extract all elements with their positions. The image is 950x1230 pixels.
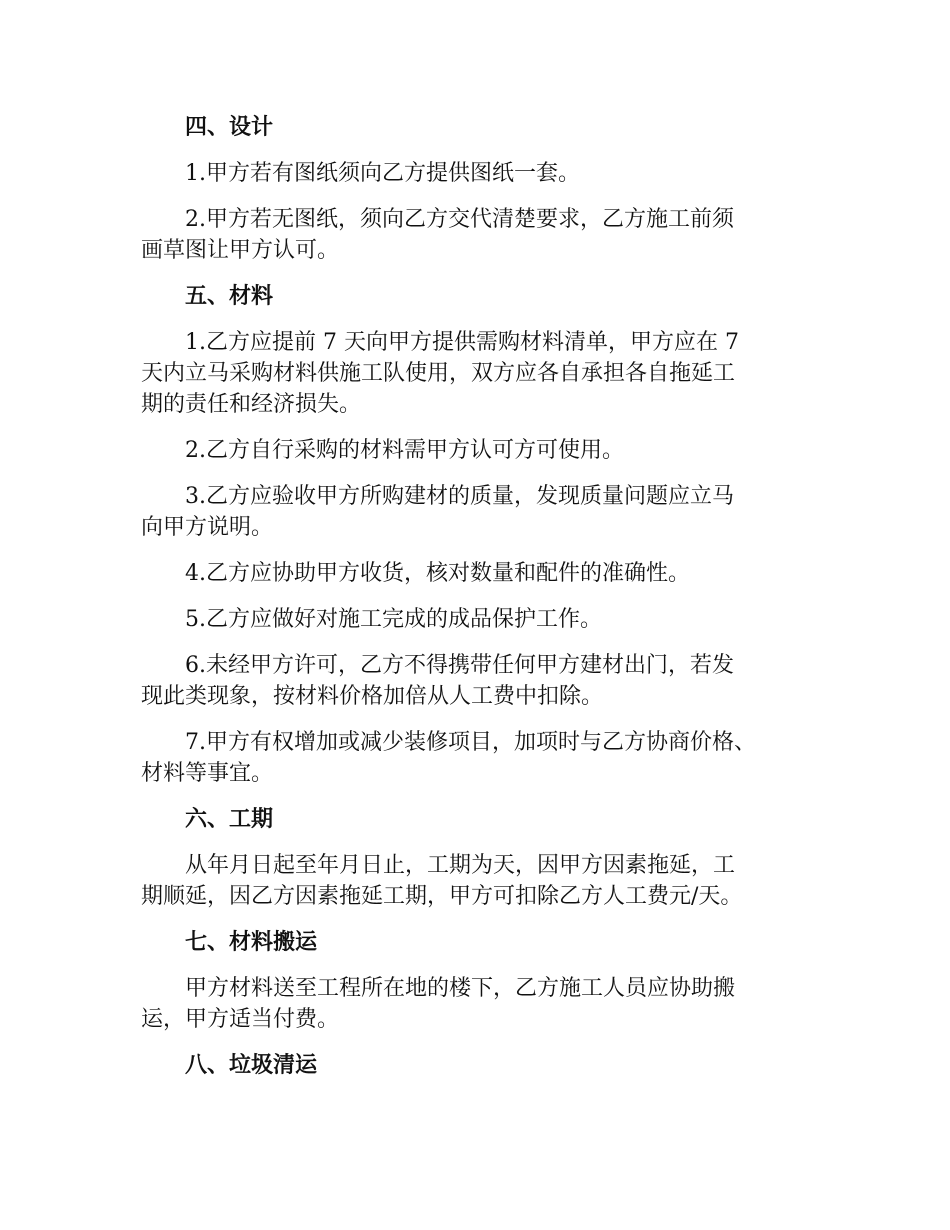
- paragraph: [141, 204, 821, 266]
- section-heading-schedule: 六、工期: [185, 807, 274, 832]
- text-line: 1.乙方应提前 7 天向甲方提供需购材料清单，甲方应在 7: [185, 330, 739, 355]
- paragraph: [141, 327, 821, 420]
- section-heading-materials: 五、材料: [185, 284, 274, 309]
- text-line: 期的责任和经济损失。: [141, 392, 362, 417]
- paragraph: [141, 973, 821, 1035]
- paragraph: [141, 650, 821, 712]
- paragraph: [141, 727, 821, 789]
- paragraph: [141, 850, 821, 912]
- contract-body: [141, 112, 821, 1096]
- text-line: 4.乙方应协助甲方收货，核对数量和配件的准确性。: [185, 561, 690, 586]
- text-line: 天内立马采购材料供施工队使用，双方应各自承担各自拖延工: [141, 361, 736, 386]
- text-line: 3.乙方应验收甲方所购建材的质量，发现质量问题应立马: [185, 484, 734, 509]
- paragraph: [141, 604, 821, 635]
- text-line: 7.甲方有权增加或减少装修项目，加项时与乙方协商价格、: [185, 730, 756, 755]
- text-line: 5.乙方应做好对施工完成的成品保护工作。: [185, 607, 602, 632]
- text-line: 现此类现象，按材料价格加倍从人工费中扣除。: [141, 684, 604, 709]
- text-line: 运，甲方适当付费。: [141, 1007, 340, 1032]
- paragraph: [141, 481, 821, 543]
- text-line: 向甲方说明。: [141, 515, 274, 540]
- text-line: 6.未经甲方许可，乙方不得携带任何甲方建材出门，若发: [185, 653, 734, 678]
- text-line: 甲方材料送至工程所在地的楼下，乙方施工人员应协助搬: [185, 976, 736, 1001]
- section-heading-material-transport: 七、材料搬运: [185, 930, 318, 955]
- text-line: 画草图让甲方认可。: [141, 238, 340, 263]
- text-line: 从年月日起至年月日止，工期为天，因甲方因素拖延，工: [185, 853, 736, 878]
- section-heading-design: 四、设计: [185, 115, 274, 140]
- section-heading-waste-removal: 八、垃圾清运: [185, 1053, 318, 1078]
- text-line: 1.甲方若有图纸须向乙方提供图纸一套。: [185, 161, 580, 186]
- paragraph: [141, 558, 821, 589]
- text-line: 期顺延，因乙方因素拖延工期，甲方可扣除乙方人工费元/天。: [141, 884, 743, 909]
- paragraph: [141, 158, 821, 189]
- paragraph: [141, 435, 821, 466]
- text-line: 材料等事宜。: [141, 761, 274, 786]
- text-line: 2.乙方自行采购的材料需甲方认可方可使用。: [185, 438, 624, 463]
- text-line: 2.甲方若无图纸，须向乙方交代清楚要求，乙方施工前须: [185, 207, 734, 232]
